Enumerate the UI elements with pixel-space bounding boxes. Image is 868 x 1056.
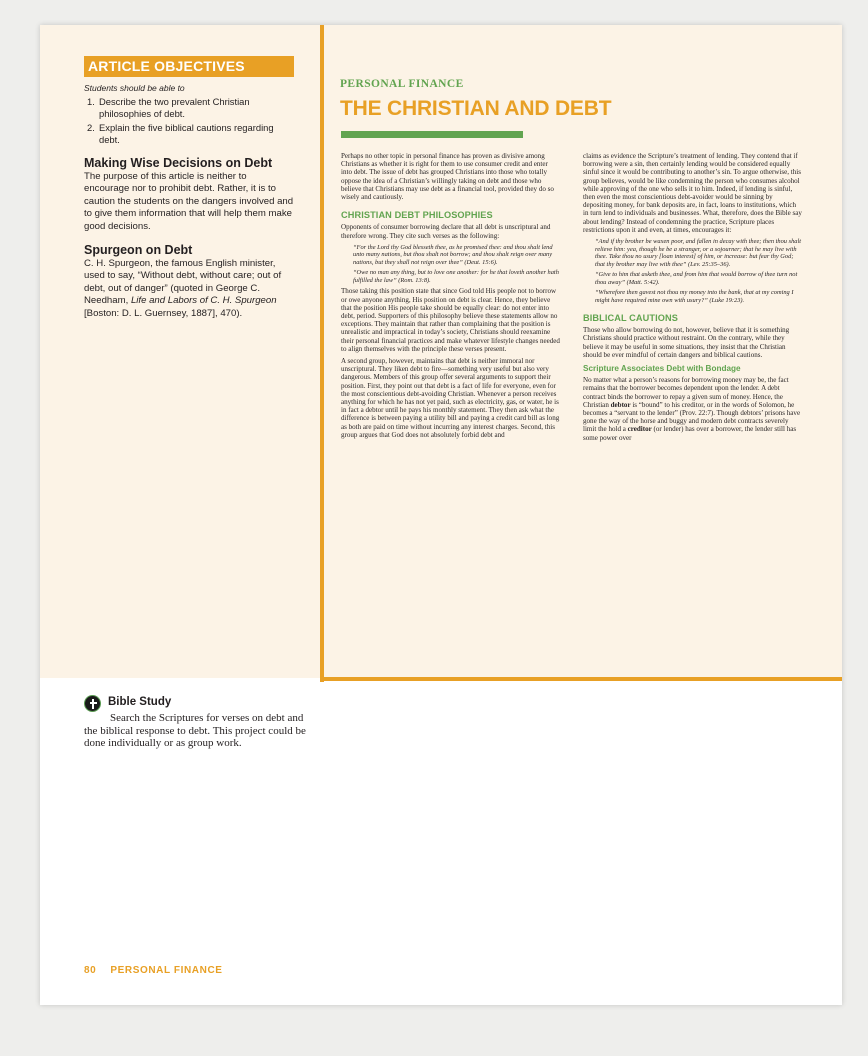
teacher-sidebar bbox=[84, 56, 294, 320]
page bbox=[40, 25, 842, 1005]
cautions-heading: BIBLICAL CAUTIONS bbox=[583, 313, 678, 324]
philosophies-heading: CHRISTIAN DEBT PHILOSOPHIES bbox=[341, 210, 493, 221]
body-paragraph: Those who allow borrowing do not, however, believe that it is something Christians should practice without restraint. On the contrary, while they believe it may be useful in some situations, they insist that the Christian should be ever mindful of certain dangers and biblical cautions. bbox=[583, 326, 790, 359]
horizontal-divider bbox=[320, 677, 842, 681]
scripture-quote: “Give to him that asketh thee, and from him that would borrow of thee turn not thou away” (Matt. 5:42). bbox=[595, 271, 798, 286]
objectives-list bbox=[84, 96, 294, 146]
spurgeon-heading: Spurgeon on Debt bbox=[84, 243, 193, 258]
bible-study-text: Search the Scriptures for verses on debt and the biblical response to debt. This project could be done individually or as group work. bbox=[84, 712, 306, 750]
body-paragraph bbox=[583, 376, 802, 442]
article-column-left bbox=[341, 152, 560, 443]
objective-item bbox=[84, 122, 294, 146]
text-run: No matter what a person’s reasons for borrowing money may be, the fact remains that the borrower becomes dependent upon the lender. A debt contract binds the borrower to repay a given sum of money. Hence, the Christian bbox=[583, 376, 789, 409]
objective-number: 2. bbox=[87, 122, 95, 133]
spurgeon-book-title: Life and Labors of C. H. Spurgeon bbox=[130, 295, 277, 307]
page-footer bbox=[84, 965, 223, 976]
scripture-quote: “Owe no man any thing, but to love one another: for he that loveth another hath fulfilled the law” (Rom. 13:8). bbox=[353, 269, 559, 284]
wise-decisions-text: The purpose of this article is neither to encourage nor to prohibit debt. Rather, it is to caution the students on the dangers involved and to give them information that will help them make good decisions. bbox=[84, 171, 294, 232]
spurgeon-text bbox=[84, 258, 294, 320]
article-kicker: PERSONAL FINANCE bbox=[340, 78, 464, 90]
text-run: (or lender) has over a borrower, the lender still has some power over bbox=[583, 425, 797, 442]
term-debtor: debtor bbox=[610, 400, 631, 409]
spurgeon-text-part: C. H. Spurgeon, the famous English minister, used to say, “Without debt, without care; out of debt, out of danger” (quoted in George C. Needham, bbox=[84, 258, 282, 307]
bible-cross-icon bbox=[84, 695, 101, 712]
objective-text: Describe the two prevalent Christian philosophies of debt. bbox=[99, 96, 250, 119]
body-paragraph: A second group, however, maintains that debt is neither immoral nor unscriptural. They liken debt to fire—something very useful but also very dangerous. Members of this group offer several arguments to support their position. First, they point out that debt is a fact of life for everyone, even for the most conscientious debt-avoiding Christian. Whenever a person receives anything for which he has not yet paid, such as electricity, gas, or water, he is in fact a debtor until he pays his monthly statement. They then ask what the difference is between paying a utility bill and paying a credit card bill as long as both are paid on time without incurring any interest charges. Second, this group argues that God does not absolutely forbid debt and bbox=[341, 356, 560, 439]
objective-number: 1. bbox=[87, 96, 95, 107]
term-creditor: creditor bbox=[627, 425, 652, 434]
scripture-quote: “And if thy brother be waxen poor, and fallen in decay with thee; then thou shalt relieve him: yea, though he be a stranger, or a sojourner; that he may live with thee. Take thou no usury [loan interest] of him, or increase: but fear thy God; that thy brother may live with thee” (Lev. 25:35–36). bbox=[595, 238, 802, 268]
text-run: is “bound” to his creditor, or in the words of Solomon, he becomes a “servant to the lender” (Prov. 22:7). Though debtors’ prisons have gone the way of the horse and buggy and modern debt contracts severely limit the hold a bbox=[583, 400, 801, 434]
scripture-quote: “Wherefore then gavest not thou my money into the bank, that at my coming I might have required mine own with usury?” (Luke 19:23). bbox=[595, 289, 794, 304]
scripture-quote: “For the Lord thy God blesseth thee, as he promised thee: and thou shalt lend unto many nations, but thou shalt not borrow; and thou shalt reign over many nations, but they shall not reign over thee” (Deut. 15:6). bbox=[353, 243, 553, 266]
objectives-heading: ARTICLE OBJECTIVES bbox=[84, 56, 294, 77]
page-number: 80 bbox=[84, 965, 97, 976]
spurgeon-text-part: [Boston: D. L. Guernsey, 1887], 470). bbox=[84, 307, 243, 319]
objective-text: Explain the five biblical cautions regarding debt. bbox=[99, 122, 274, 145]
bondage-subheading: Scripture Associates Debt with Bondage bbox=[583, 364, 741, 374]
article-column-right bbox=[583, 152, 802, 446]
body-paragraph: Opponents of consumer borrowing declare that all debt is unscriptural and therefore wrong. They cite such verses as the following: bbox=[341, 223, 551, 240]
vertical-divider bbox=[320, 25, 324, 682]
objective-item bbox=[84, 96, 294, 120]
body-paragraph: claims as evidence the Scripture’s treatment of lending. They contend that if borrowing were a sin, then certainly lending would be considered equally sinful since it would be contributing to another’s sin. To argue otherwise, this group believes, would be like condemning the person who consumes alcohol while approving of the one who sells it to him. Indeed, if lending is sinful, then even the most conscientious debt-avoider would be sinning by depositing money, for bank deposits are, in fact, loans to institutions, which in turn lend to individuals and businesses. What, therefore, does the Bible say about lending? Instead of condemning the practice, Scripture places restrictions upon it and even, at times, encourages it: bbox=[583, 152, 802, 234]
wise-decisions-heading: Making Wise Decisions on Debt bbox=[84, 156, 273, 170]
article-title: THE CHRISTIAN AND DEBT bbox=[340, 97, 612, 120]
intro-paragraph: Perhaps no other topic in personal finance has proven as divisive among Christians as whether it is right for them to use consumer credit and enter into debt. The issue of debt has grouped Christians into those who totally oppose the idea of a Christian’s willingly taking on debt and those who believe that Christians may use debt as a financial tool, provided they do so wisely and cautiously. bbox=[341, 152, 554, 202]
bible-study-heading: Bible Study bbox=[108, 696, 172, 708]
objectives-intro: Students should be able to bbox=[84, 83, 185, 93]
footer-section: PERSONAL FINANCE bbox=[110, 965, 223, 976]
title-underline-bar bbox=[341, 131, 523, 138]
body-paragraph: Those taking this position state that since God told His people not to borrow or owe anyone anything, His position on debt is clear. Hence, they believe that the position His people take should be equally clear: do not enter into debt, period. Supporters of this philosophy believe these statements allow no exceptions. They maintain that rather than complaining that the position is unrealistic and impractical in today’s society, Christians should reexamine their personal financial practices and make whatever lifestyle changes needed to align themselves with the principle these verses present. bbox=[341, 287, 560, 353]
